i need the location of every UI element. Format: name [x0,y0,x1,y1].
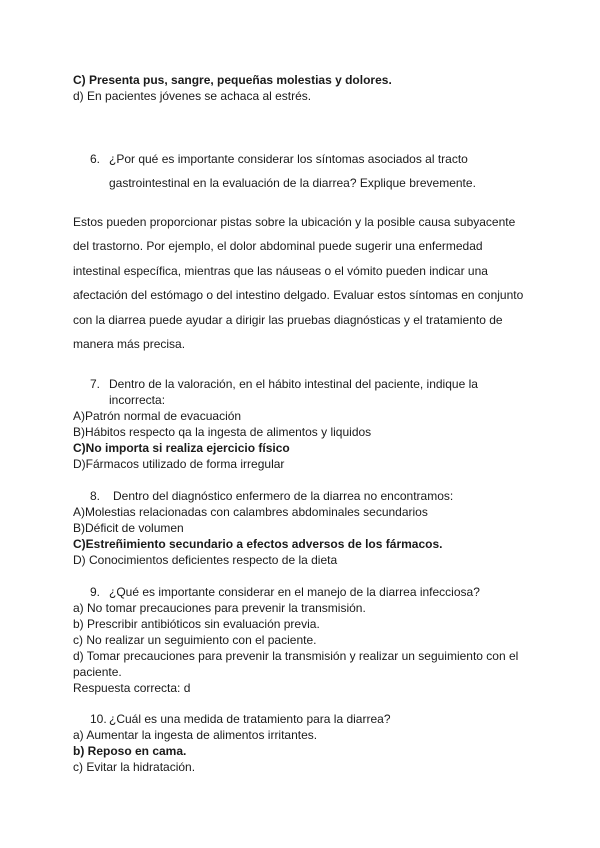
q7-option-c: C)No importa si realiza ejercicio físico [73,441,290,455]
q7-question-line1: Dentro de la valoración, en el hábito intestinal del paciente, indique la [109,377,478,391]
q7-question-line2: incorrecta: [109,393,166,407]
q10-option-a: a) Aumentar la ingesta de alimentos irritantes. [73,728,318,742]
q8-question-line1: Dentro del diagnóstico enfermero de la diarrea no encontramos: [113,489,454,503]
q7-option-d: D)Fármacos utilizado de forma irregular [73,457,285,471]
q7-option-a: A)Patrón normal de evacuación [73,409,242,423]
q9-option-d-line2: paciente. [73,665,122,679]
q8-option-b: B)Déficit de volumen [73,521,184,535]
q6-answer-line: con la diarrea puede ayudar a dirigir las pruebas diagnósticas y el tratamiento de [73,313,503,327]
q6-number: 6. [90,152,101,166]
q6-answer-line: manera más precisa. [73,337,186,351]
q8-option-c: C)Estreñimiento secundario a efectos adversos de los fármacos. [73,537,443,551]
q9-number: 9. [90,585,101,599]
q7-number: 7. [90,377,101,391]
q9-option-d-line1: d) Tomar precauciones para prevenir la transmisión y realizar un seguimiento con el [73,649,519,663]
q8-number: 8. [90,489,101,503]
q6-question-line2: gastrointestinal en la evaluación de la diarrea? Explique brevemente. [109,176,476,190]
q6-answer-line: afectación del estómago o del intestino delgado. Evaluar estos síntomas en conjunto [73,288,524,302]
q6-answer-line: del trastorno. Por ejemplo, el dolor abdominal puede sugerir una enfermedad [73,239,483,253]
q6-answer-line: intestinal específica, mientras que las náuseas o el vómito pueden indicar una [73,264,488,278]
q10-option-c: c) Evitar la hidratación. [73,760,196,774]
q10-option-b: b) Reposo en cama. [73,744,187,758]
q9-correct-answer: Respuesta correcta: d [73,681,191,695]
q9-option-a: a) No tomar precauciones para prevenir la transmisión. [73,601,366,615]
q9-option-b: b) Prescribir antibióticos sin evaluación previa. [73,617,320,631]
q8-option-d: D) Conocimientos deficientes respecto de la dieta [73,553,338,567]
q7-option-b: B)Hábitos respecto qa la ingesta de alimentos y liquidos [73,425,372,439]
q9-question-line1: ¿Qué es importante considerar en el manejo de la diarrea infecciosa? [109,585,480,599]
q6-answer-line: Estos pueden proporcionar pistas sobre la ubicación y la posible causa subyacente [73,215,516,229]
q5-option-c: C) Presenta pus, sangre, pequeñas molestias y dolores. [73,73,392,87]
q8-option-a: A)Molestias relacionadas con calambres abdominales secundarios [73,505,428,519]
q10-question-line1: ¿Cuál es una medida de tratamiento para la diarrea? [109,712,391,726]
q10-number: 10. [90,712,107,726]
q6-question-line1: ¿Por qué es importante considerar los síntomas asociados al tracto [109,152,468,166]
q5-option-d: d) En pacientes jóvenes se achaca al estrés. [73,89,312,103]
q9-option-c: c) No realizar un seguimiento con el paciente. [73,633,317,647]
